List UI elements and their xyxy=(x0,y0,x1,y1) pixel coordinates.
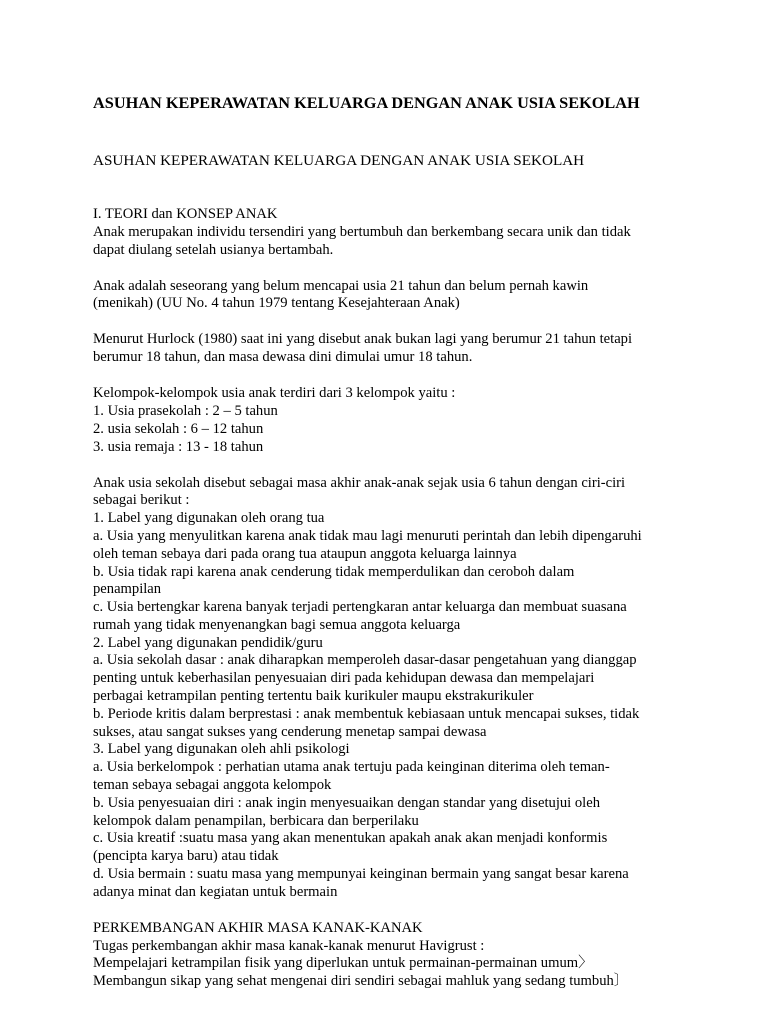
paragraph-line: sebagai berikut : xyxy=(93,492,190,509)
list-item: perbagai ketrampilan penting tertentu baik kurikuler maupu ekstrakurikuler xyxy=(93,688,534,705)
list-item: c. Usia bertengkar karena banyak terjadi pertengkaran antar keluarga dan membuat suasana xyxy=(93,599,627,616)
list-item: 3. Label yang digunakan oleh ahli psikologi xyxy=(93,741,350,758)
list-item: c. Usia kreatif :suatu masa yang akan menentukan apakah anak akan menjadi konformis xyxy=(93,830,608,847)
document-subtitle: ASUHAN KEPERAWATAN KELUARGA DENGAN ANAK USIA SEKOLAH xyxy=(93,152,585,169)
list-item: 3. usia remaja : 13 - 18 tahun xyxy=(93,438,264,455)
list-item: penting untuk keberhasilan penyesuaian diri pada kehidupan dewasa dan mempelajari xyxy=(93,670,595,687)
list-item: a. Usia yang menyulitkan karena anak tidak mau lagi menuruti perintah dan lebih dipengaruhi xyxy=(93,527,642,544)
list-item: a. Usia berkelompok : perhatian utama anak tertuju pada keinginan diterima oleh teman- xyxy=(93,759,610,776)
list-item: Membangun sikap yang sehat mengenai diri sendiri sebagai mahluk yang sedang tumbuh〕 xyxy=(93,973,629,990)
paragraph-gap xyxy=(93,902,693,920)
paragraph-gap xyxy=(93,456,693,474)
list-item: rumah yang tidak menyenangkan bagi semua anggota keluarga xyxy=(93,616,461,633)
paragraph-line: Anak adalah seseorang yang belum mencapai usia 21 tahun dan belum pernah kawin xyxy=(93,277,589,294)
paragraph-line: berumur 18 tahun, dan masa dewasa dini dimulai umur 18 tahun. xyxy=(93,349,473,366)
document-body xyxy=(93,206,693,991)
list-item: penampilan xyxy=(93,581,162,598)
list-item: b. Usia penyesuaian diri : anak ingin menyesuaikan dengan standar yang disetujui oleh xyxy=(93,794,600,811)
paragraph-line: Kelompok-kelompok usia anak terdiri dari 3 kelompok yaitu : xyxy=(93,385,456,402)
document-title: ASUHAN KEPERAWATAN KELUARGA DENGAN ANAK USIA SEKOLAH xyxy=(93,93,640,112)
list-item: b. Usia tidak rapi karena anak cenderung tidak memperdulikan dan ceroboh dalam xyxy=(93,563,575,580)
paragraph-line: Menurut Hurlock (1980) saat ini yang disebut anak bukan lagi yang berumur 21 tahun tetapi xyxy=(93,331,633,348)
list-item: kelompok dalam penampilan, berbicara dan berperilaku xyxy=(93,812,419,829)
list-item: d. Usia bermain : suatu masa yang mempunyai keinginan bermain yang sangat besar karena xyxy=(93,866,629,883)
list-item: (pencipta karya baru) atau tidak xyxy=(93,848,279,865)
paragraph-line: dapat diulang setelah usianya bertambah. xyxy=(93,241,334,258)
list-item: adanya minat dan kegiatan untuk bermain xyxy=(93,883,338,900)
list-item: 1. Usia prasekolah : 2 – 5 tahun xyxy=(93,402,278,419)
list-item: 2. usia sekolah : 6 – 12 tahun xyxy=(93,420,264,437)
paragraph-gap xyxy=(93,259,693,277)
list-item: b. Periode kritis dalam berprestasi : anak membentuk kebiasaan untuk mencapai sukses, tidak xyxy=(93,705,640,722)
list-item: a. Usia sekolah dasar : anak diharapkan memperoleh dasar-dasar pengetahuan yang dianggap xyxy=(93,652,637,669)
paragraph-line: (menikah) (UU No. 4 tahun 1979 tentang Kesejahteraan Anak) xyxy=(93,295,460,312)
list-item: oleh teman sebaya dari pada orang tua ataupun anggota keluarga lainnya xyxy=(93,545,517,562)
paragraph-gap xyxy=(93,313,693,331)
paragraph-gap xyxy=(93,367,693,385)
section-heading-teori: I. TEORI dan KONSEP ANAK xyxy=(93,206,278,222)
list-item: teman sebaya sebagai anggota kelompok xyxy=(93,777,332,794)
list-item: 2. Label yang digunakan pendidik/guru xyxy=(93,634,323,651)
section-heading-perkembangan: PERKEMBANGAN AKHIR MASA KANAK-KANAK xyxy=(93,919,423,936)
list-item: sukses, atau sangat sukses yang cenderung menetap sampai dewasa xyxy=(93,723,487,740)
paragraph-line: Anak usia sekolah disebut sebagai masa akhir anak-anak sejak usia 6 tahun dengan ciri-ciri xyxy=(93,474,626,491)
paragraph-line: Anak merupakan individu tersendiri yang bertumbuh dan berkembang secara unik dan tidak xyxy=(93,223,631,240)
list-item: Mempelajari ketrampilan fisik yang diperlukan untuk permainan-permainan umum〉 xyxy=(93,955,593,972)
list-item: 1. Label yang digunakan oleh orang tua xyxy=(93,510,325,527)
paragraph-line: Tugas perkembangan akhir masa kanak-kanak menurut Havigrust : xyxy=(93,937,485,954)
